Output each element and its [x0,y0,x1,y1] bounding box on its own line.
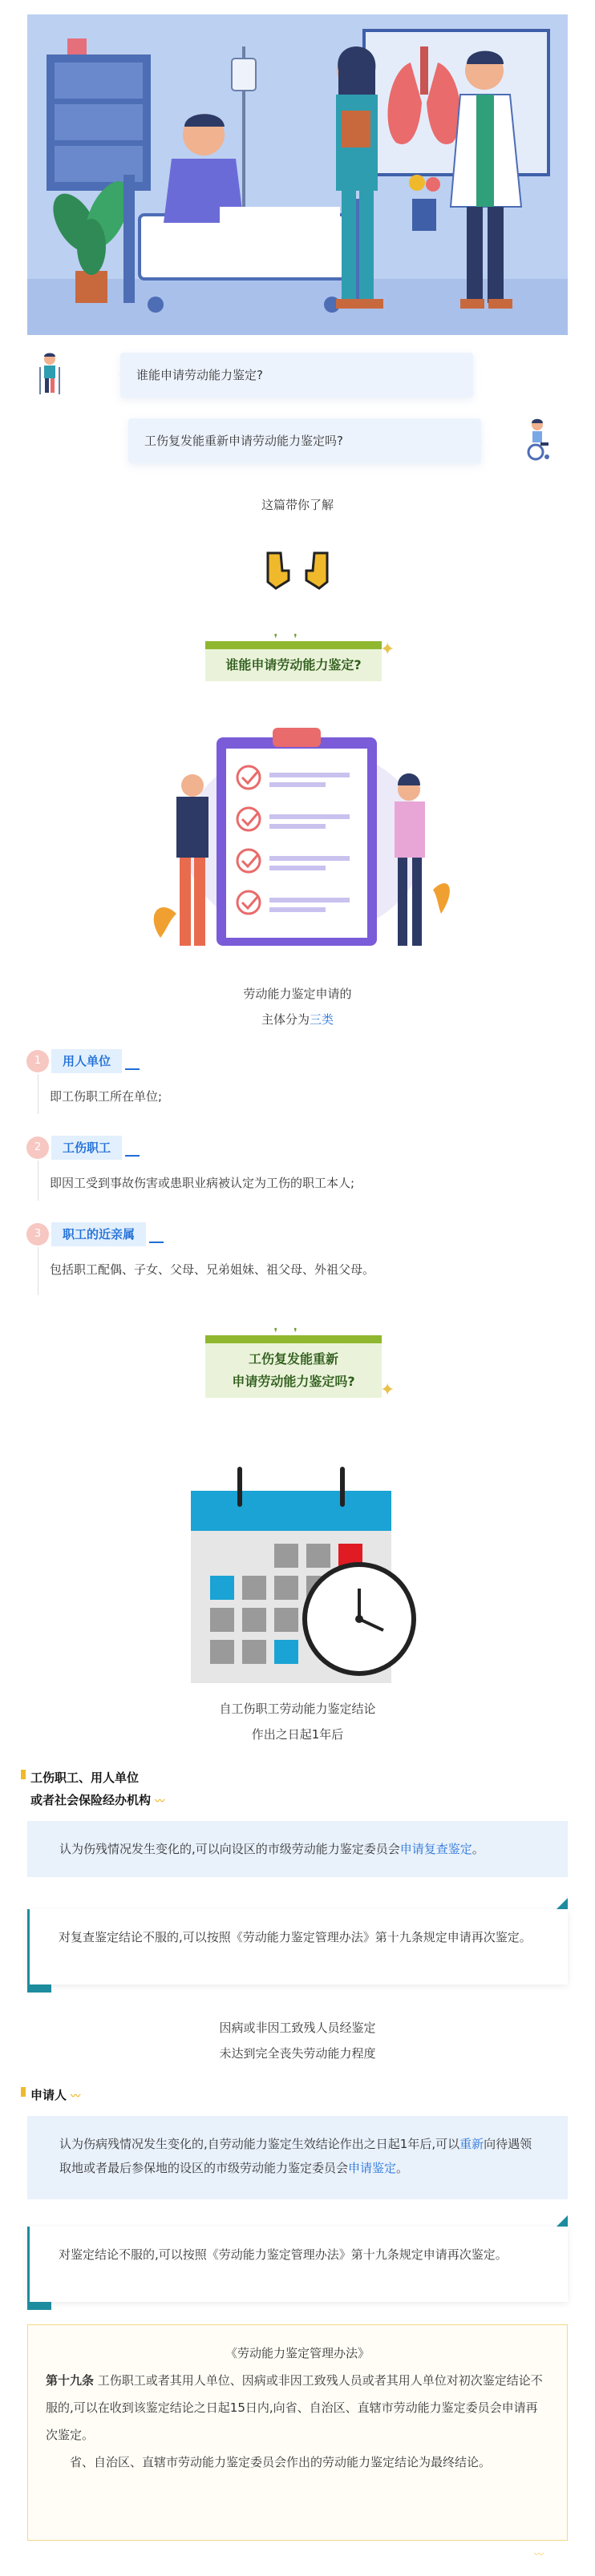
list-tag-employer: 用人单位 [51,1049,122,1073]
list-number-2: 2 [26,1137,49,1159]
highlight-apply: 申请鉴定 [348,2161,397,2175]
caption-illness-line-1: 因病或非因工致残人员经鉴定 [219,2021,376,2035]
law-title: 《劳动能力鉴定管理办法》 [225,2346,370,2360]
list-tag-injured-worker: 工伤职工 [51,1136,122,1160]
section-title-who-can-apply: ❜❜ 谁能申请劳动能力鉴定? [205,641,382,681]
wheelchair-user-icon [521,417,553,462]
list-text-injured-worker: 即因工受到事故伤害或患职业病被认定为工伤的职工本人; [50,1176,355,1190]
boy-on-crutches-icon [34,351,66,396]
info-card-re-appraisal-2: 对鉴定结论不服的,可以按照《劳动能力鉴定管理办法》第十九条规定申请再次鉴定。 [27,2227,568,2302]
wavy-underline-icon: 〰 [71,2090,81,2102]
chat-bubble-question-2: 工伤复发能重新申请劳动能力鉴定吗? [128,418,481,463]
sparkle-icon: ✦ [380,1380,395,1400]
list-tag-relatives: 职工的近亲属 [51,1222,146,1246]
checklist-illustration [144,713,457,970]
list-number-1: 1 [26,1050,49,1072]
section-title-recurrence: ❜❜ 工伤复发能重新 申请劳动能力鉴定吗? [205,1335,382,1398]
hero-illustration [27,14,568,335]
subjects-line-1: 劳动能力鉴定申请的 [243,987,352,1001]
hook-icons: ❜❜ [273,632,314,645]
info-card-re-appraisal-1: 对复查鉴定结论不服的,可以按照《劳动能力鉴定管理办法》第十九条规定申请再次鉴定。 [27,1909,568,1984]
info-card-review: 认为伤残情况发生变化的,可以向设区的市级劳动能力鉴定委员会申请复查鉴定。 [27,1821,568,1877]
list-text-relatives: 包括职工配偶、子女、父母、兄弟姐妹、祖父母、外祖父母。 [50,1262,375,1277]
subjects-highlight: 三类 [310,1012,334,1027]
label-applicants-work-injury: 工伤职工、用人单位 或者社会保险经办机构 〰 [30,1766,164,1812]
list-text-employer: 即工伤职工所在单位; [50,1089,163,1104]
intro-text: 这篇带你了解 [261,498,334,512]
calendar-clock-illustration [191,1459,423,1683]
list-number-3: 3 [26,1223,49,1246]
label-applicant: 申请人 〰 [30,2084,80,2107]
law-paragraph-2: 省、自治区、直辖市劳动能力鉴定委员会作出的劳动能力鉴定结论为最终结论。 [70,2455,492,2469]
highlight-review: 申请复查鉴定 [399,1842,472,1856]
sparkle-icon: ✦ [380,640,395,660]
caption-recurrence-line-1: 自工伤职工劳动能力鉴定结论 [219,1702,376,1716]
caption-illness-line-2: 未达到完全丧失劳动能力程度 [219,2046,376,2061]
hook-icons: ❜❜ [273,1326,314,1339]
pointing-hands-icon [265,547,330,592]
info-card-reapply: 认为伤病残情况发生变化的,自劳动能力鉴定生效结论作出之日起1年后,可以重新向待遇领取地或者最后参保地的设区的市级劳动能力鉴定委员会申请鉴定。 [27,2116,568,2199]
caption-recurrence-line-2: 作出之日起1年后 [251,1727,344,1742]
law-citation-box [27,2324,568,2541]
wavy-underline-icon: 〰 [155,1795,165,1807]
chat-bubble-question-1: 谁能申请劳动能力鉴定? [120,353,473,398]
wavy-decoration-icon: 〰 [534,2549,544,2560]
hospital-scene-illustration [27,14,568,335]
law-paragraph-1: 第十九条 工伤职工或者其用人单位、因病或非因工致残人员或者其用人单位对初次鉴定结论不服的,可以在收到该鉴定结论之日起15日内,向省、自治区、直辖市劳动能力鉴定委员会申请再次鉴定。 [46,2373,543,2442]
subjects-line-2: 主体分为三类 [261,1012,334,1027]
